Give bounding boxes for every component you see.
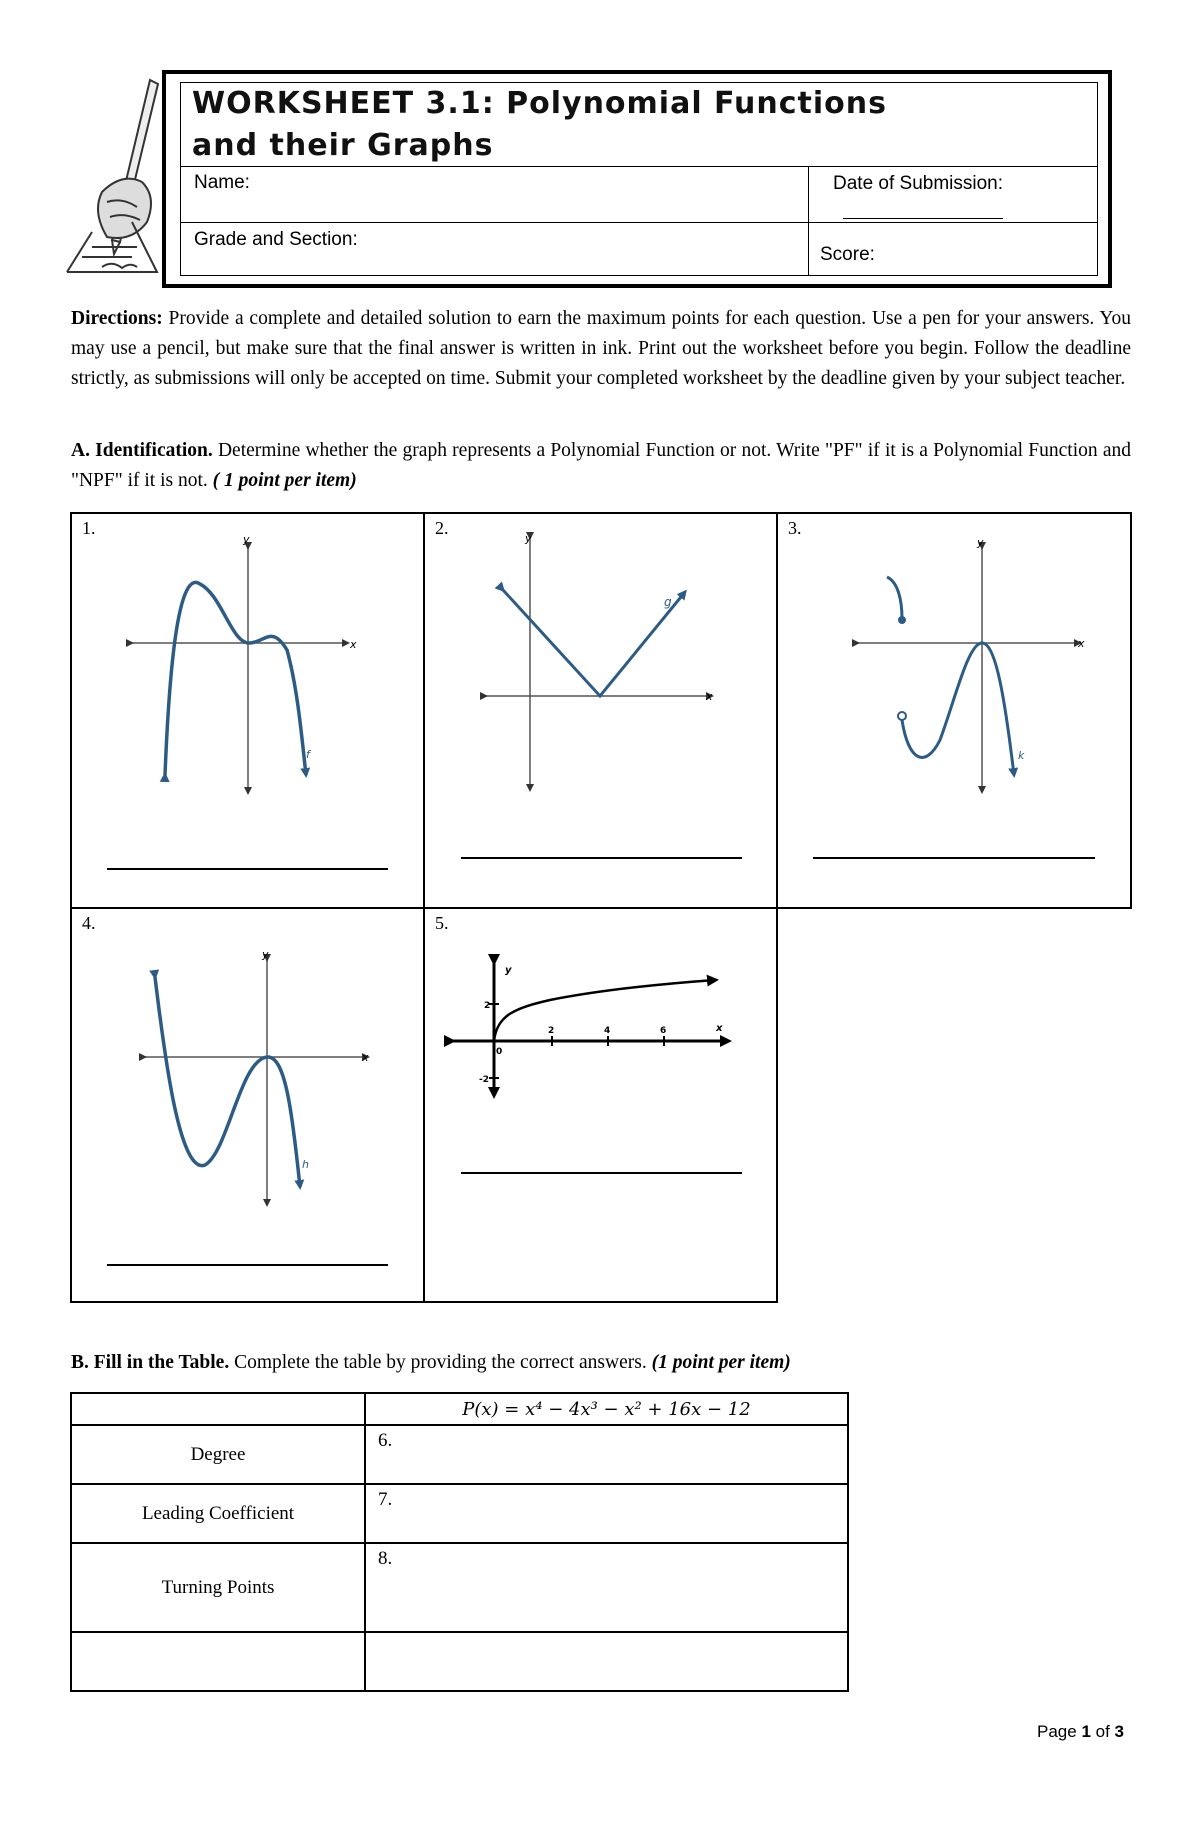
answer-cell-8[interactable]: 8. bbox=[365, 1543, 848, 1632]
table-row bbox=[71, 1632, 848, 1691]
item-number-5: 5. bbox=[435, 913, 449, 933]
graph-5-tick-x6: 6 bbox=[660, 1026, 667, 1036]
section-a-text: Determine whether the graph represents a Polynomial Function or not. Write "PF" if it is a Polynomial Function and "NPF" if it is not. bbox=[71, 440, 1132, 491]
answer-cell-blank[interactable] bbox=[365, 1632, 848, 1691]
page-total: 3 bbox=[1114, 1722, 1124, 1741]
graph-1-x-label: x bbox=[350, 638, 357, 651]
date-of-submission-label: Date of Submission: bbox=[833, 173, 1004, 194]
graph-5-tick-y2: 2 bbox=[484, 1001, 491, 1011]
answer-line-4[interactable] bbox=[107, 1264, 388, 1266]
page-number bbox=[1037, 1722, 1124, 1742]
fill-table bbox=[70, 1392, 849, 1692]
row-label-turning-points: Turning Points bbox=[71, 1543, 365, 1632]
name-label: Name: bbox=[194, 172, 250, 193]
graph-3 bbox=[858, 536, 1085, 792]
worksheet-title-line2: and their Graphs bbox=[192, 128, 494, 163]
row-label-leading-coefficient: Leading Coefficient bbox=[71, 1484, 365, 1543]
section-a-points: ( 1 point per item) bbox=[212, 470, 357, 491]
graph-4-curve bbox=[155, 977, 300, 1187]
table-row bbox=[71, 1425, 848, 1484]
graph-2-func-label: g bbox=[664, 595, 672, 609]
graph-4-func-label: h bbox=[302, 1158, 309, 1171]
graph-5-y-label: y bbox=[505, 965, 512, 976]
graph-3-y-label: y bbox=[977, 536, 984, 549]
page-of: of bbox=[1090, 1722, 1115, 1741]
directions-label: Directions: bbox=[71, 308, 163, 329]
section-b-text: Complete the table by providing the correct answers. bbox=[229, 1352, 652, 1373]
answer-cell-6[interactable]: 6. bbox=[365, 1425, 848, 1484]
graph-1-func-label: f bbox=[306, 748, 310, 761]
item-number-4: 4. bbox=[82, 913, 96, 933]
page-prefix: Page bbox=[1037, 1722, 1082, 1741]
answer-line-3[interactable] bbox=[813, 857, 1095, 859]
graph-2-y-label: y bbox=[525, 532, 532, 545]
graph-3-upper-piece bbox=[887, 577, 902, 619]
graph-3-open-dot bbox=[898, 712, 906, 720]
answer-line-2[interactable] bbox=[461, 857, 742, 859]
answer-line-1[interactable] bbox=[107, 868, 388, 870]
table-row bbox=[71, 1484, 848, 1543]
score-label: Score: bbox=[820, 244, 875, 265]
graph-3-lower-piece bbox=[902, 643, 1014, 775]
function-header: P(x) = x⁴ − 4x³ − x² + 16x − 12 bbox=[365, 1393, 848, 1425]
graph-1-curve bbox=[165, 582, 306, 775]
directions-text: Provide a complete and detailed solution to earn the maximum points for each question. Use a pen for your answers. You may use a pencil, but make sure that the final answer is written in ink. Print out the worksheet before you begin. Follow the deadline strictly, as submissions will only be accepted on time. Submit your completed worksheet by the deadline given by your subject teacher. bbox=[71, 308, 1131, 389]
graph-4-x-label: x bbox=[362, 1051, 369, 1064]
page-current: 1 bbox=[1081, 1722, 1091, 1741]
row-label-blank bbox=[71, 1632, 365, 1691]
graph-5-tick-x2: 2 bbox=[548, 1026, 555, 1036]
section-b-heading: B. Fill in the Table. bbox=[71, 1352, 230, 1373]
item-number-3: 3. bbox=[788, 518, 802, 538]
table-header-blank bbox=[71, 1393, 365, 1425]
graph-4-y-label: y bbox=[262, 948, 269, 961]
graph-5-tick-x4: 4 bbox=[604, 1026, 611, 1036]
graph-2-x-label: x bbox=[706, 690, 713, 703]
graph-3-closed-dot bbox=[898, 616, 906, 624]
graph-3-func-label: k bbox=[1018, 749, 1025, 762]
graph-2 bbox=[486, 532, 713, 790]
answer-line-5[interactable] bbox=[461, 1172, 742, 1174]
graph-1-y-label: y bbox=[243, 533, 250, 546]
graph-4 bbox=[145, 948, 369, 1205]
table-row bbox=[71, 1543, 848, 1632]
graph-5-tick-yneg2: -2 bbox=[479, 1075, 489, 1085]
answer-cell-7[interactable]: 7. bbox=[365, 1484, 848, 1543]
item-number-2: 2. bbox=[435, 518, 449, 538]
graph-1 bbox=[132, 533, 357, 793]
graph-5-x-label: x bbox=[716, 1023, 723, 1034]
graph-5-tick-origin: 0 bbox=[496, 1047, 503, 1057]
section-a-heading: A. Identification. bbox=[71, 440, 213, 461]
row-label-degree: Degree bbox=[71, 1425, 365, 1484]
grade-section-label: Grade and Section: bbox=[194, 229, 358, 250]
table-row bbox=[71, 1393, 848, 1425]
item-number-1: 1. bbox=[82, 518, 96, 538]
graph-3-x-label: x bbox=[1078, 637, 1085, 650]
section-b-paragraph bbox=[71, 1348, 1131, 1378]
graph-5 bbox=[452, 962, 728, 1095]
worksheet-title-line1: WORKSHEET 3.1: Polynomial Functions bbox=[192, 86, 887, 121]
section-b-points: (1 point per item) bbox=[651, 1352, 791, 1373]
